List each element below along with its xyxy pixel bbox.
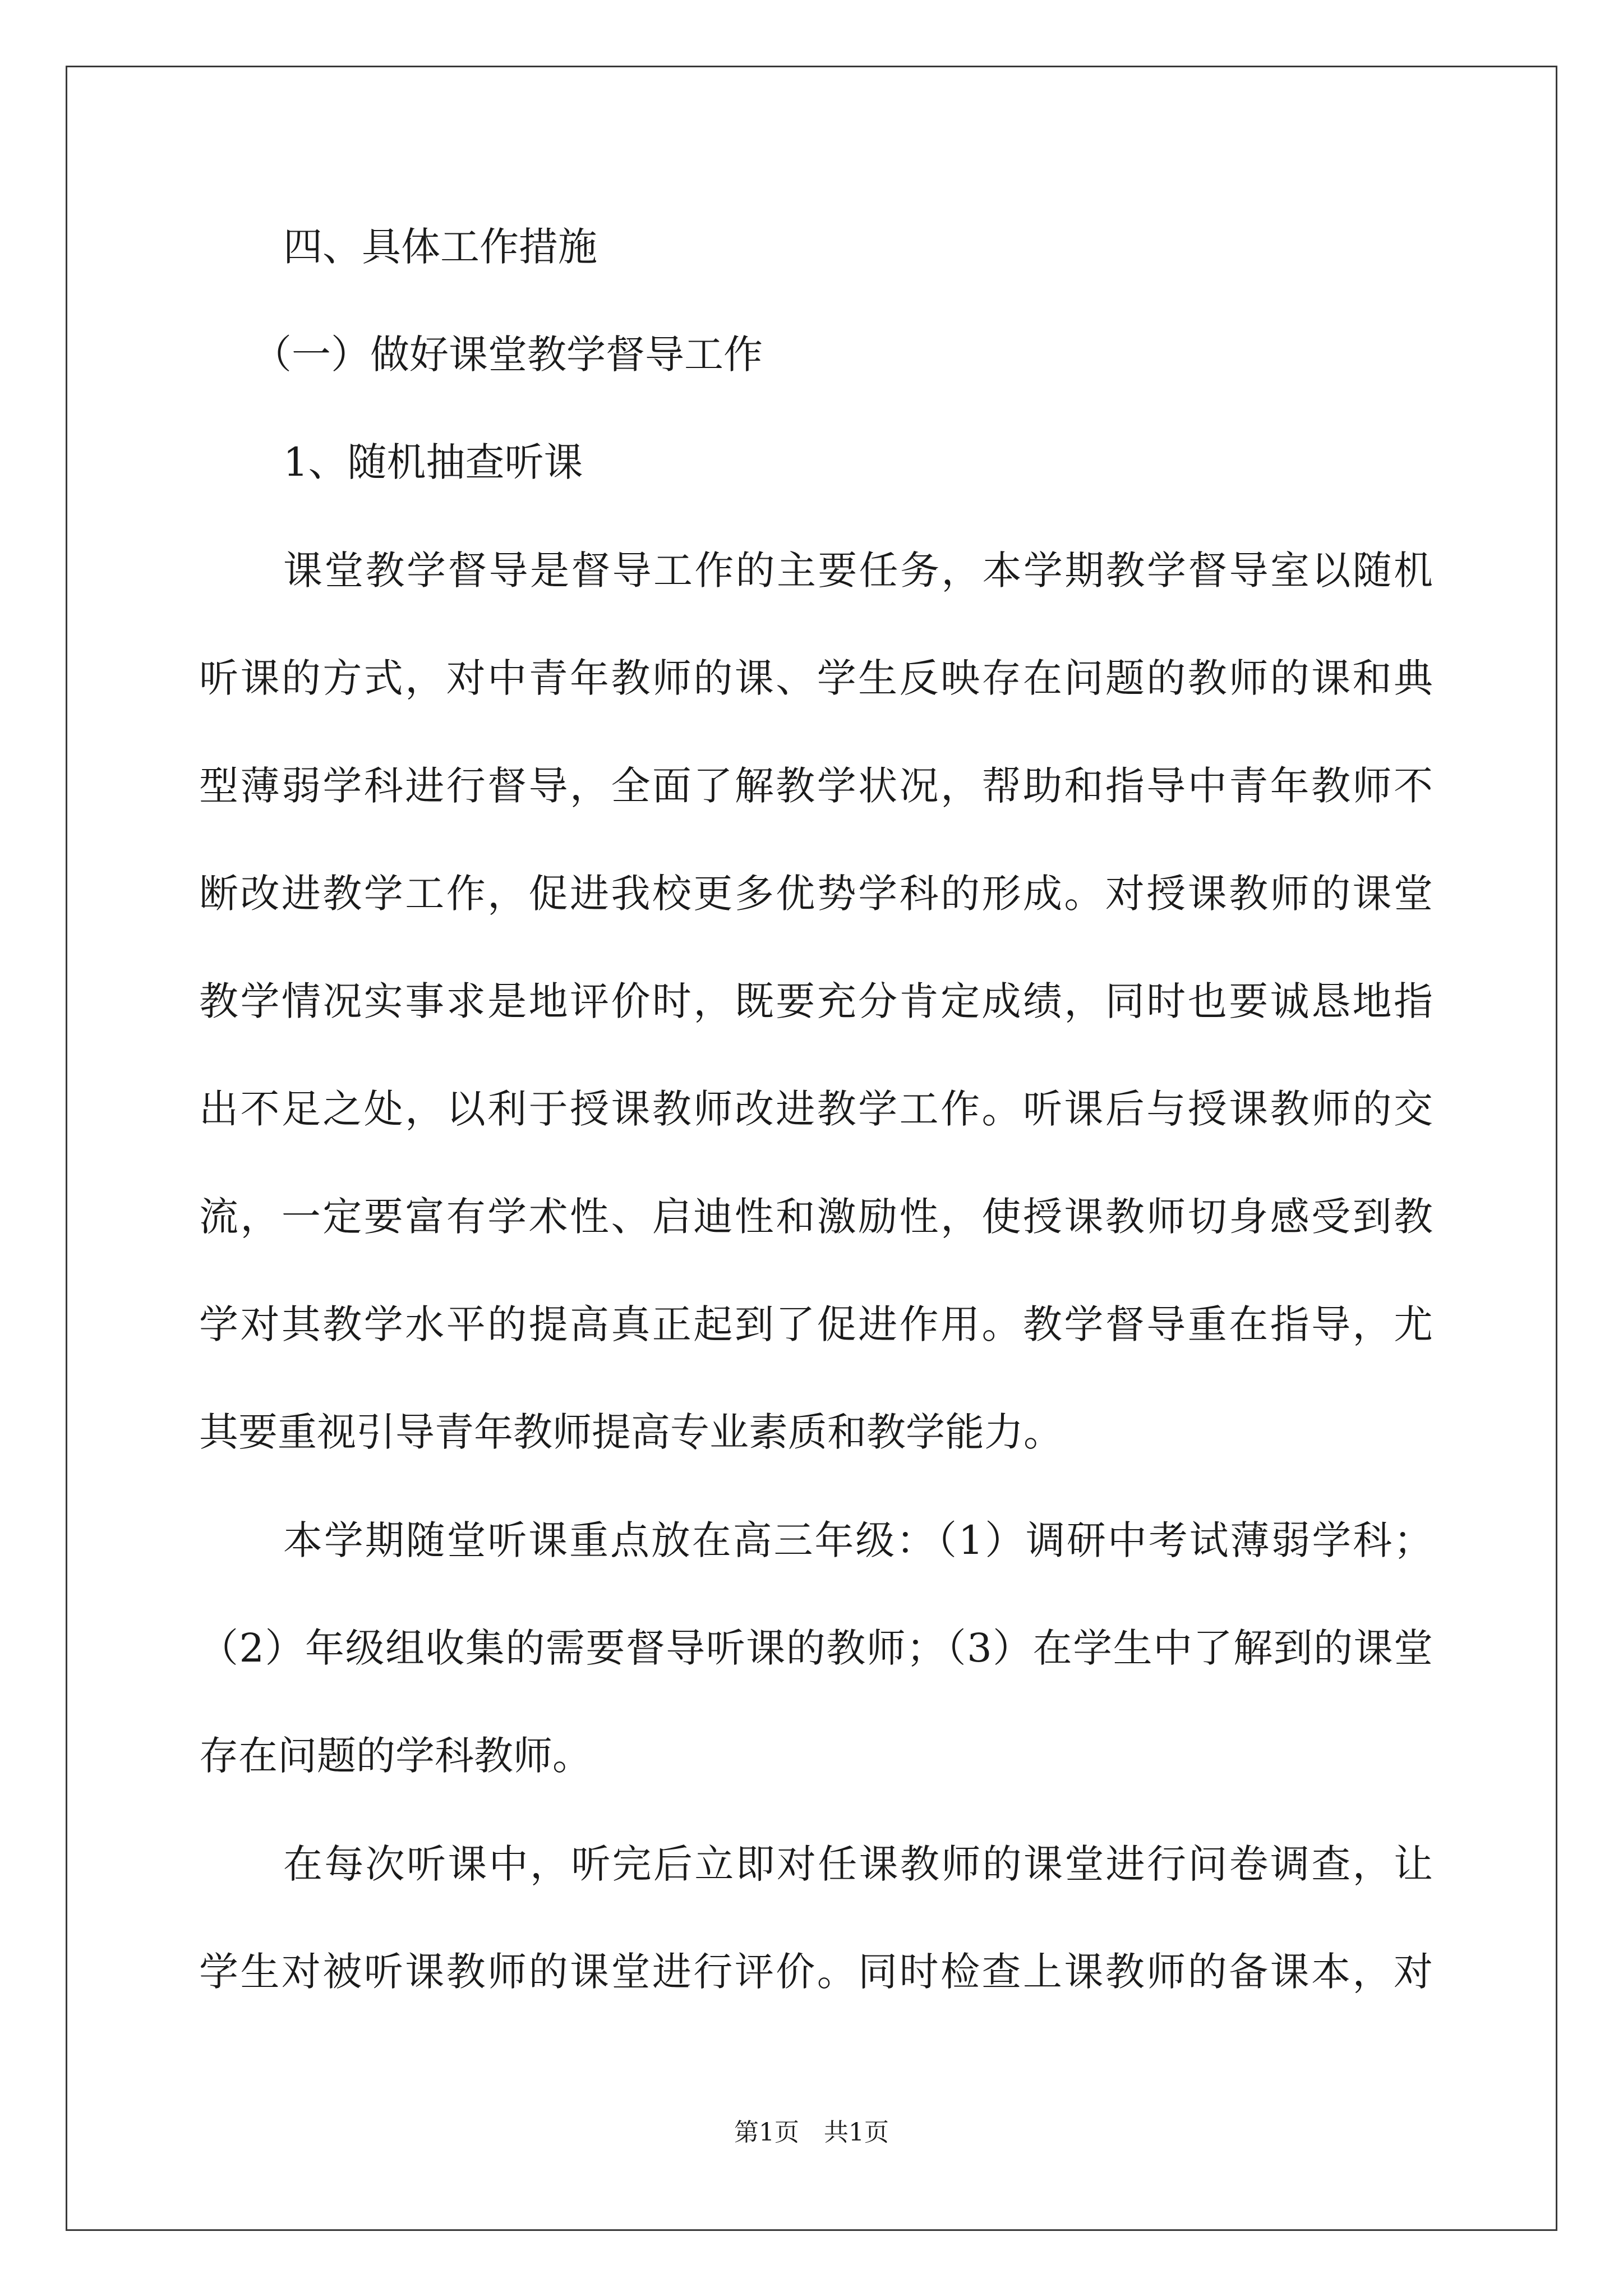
paragraph-line: （2）年级组收集的需要督导听课的教师；（3）在学生中了解到的课堂 (199, 1625, 1433, 1671)
paragraph-line: 课堂教学督导是督导工作的主要任务，本学期教学督导室以随机 (283, 547, 1433, 593)
item-heading: 1、随机抽查听课 (283, 439, 583, 485)
section-heading: 四、具体工作措施 (283, 224, 597, 270)
paragraph-line: 教学情况实事求是地评价时，既要充分肯定成绩，同时也要诚恳地指 (199, 978, 1433, 1024)
subsection-heading: （一）做好课堂教学督导工作 (252, 332, 763, 378)
paragraph-line: 出不足之处，以利于授课教师改进教学工作。听课后与授课教师的交 (199, 1086, 1433, 1132)
page-number-footer: 第1页 共1页 (734, 2118, 889, 2147)
paragraph-line: 本学期随堂听课重点放在高三年级：（1）调研中考试薄弱学科； (283, 1517, 1433, 1563)
paragraph-line: 在每次听课中，听完后立即对任课教师的课堂进行问卷调查，让 (283, 1841, 1433, 1887)
paragraph-line: 学对其教学水平的提高真正起到了促进作用。教学督导重在指导，尤 (199, 1301, 1433, 1347)
paragraph-line: 听课的方式，对中青年教师的课、学生反映存在问题的教师的课和典 (199, 655, 1433, 701)
paragraph-line: 流，一定要富有学术性、启迪性和激励性，使授课教师切身感受到教 (199, 1194, 1433, 1240)
paragraph-line: 其要重视引导青年教师提高专业素质和教学能力。 (199, 1409, 1063, 1455)
paragraph-line: 断改进教学工作，促进我校更多优势学科的形成。对授课教师的课堂 (199, 871, 1433, 917)
page-border (66, 66, 1557, 2231)
paragraph-line: 型薄弱学科进行督导，全面了解教学状况，帮助和指导中青年教师不 (199, 763, 1433, 809)
paragraph-line: 存在问题的学科教师。 (199, 1733, 592, 1779)
paragraph-line: 学生对被听课教师的课堂进行评价。同时检查上课教师的备课本，对 (199, 1949, 1433, 1995)
